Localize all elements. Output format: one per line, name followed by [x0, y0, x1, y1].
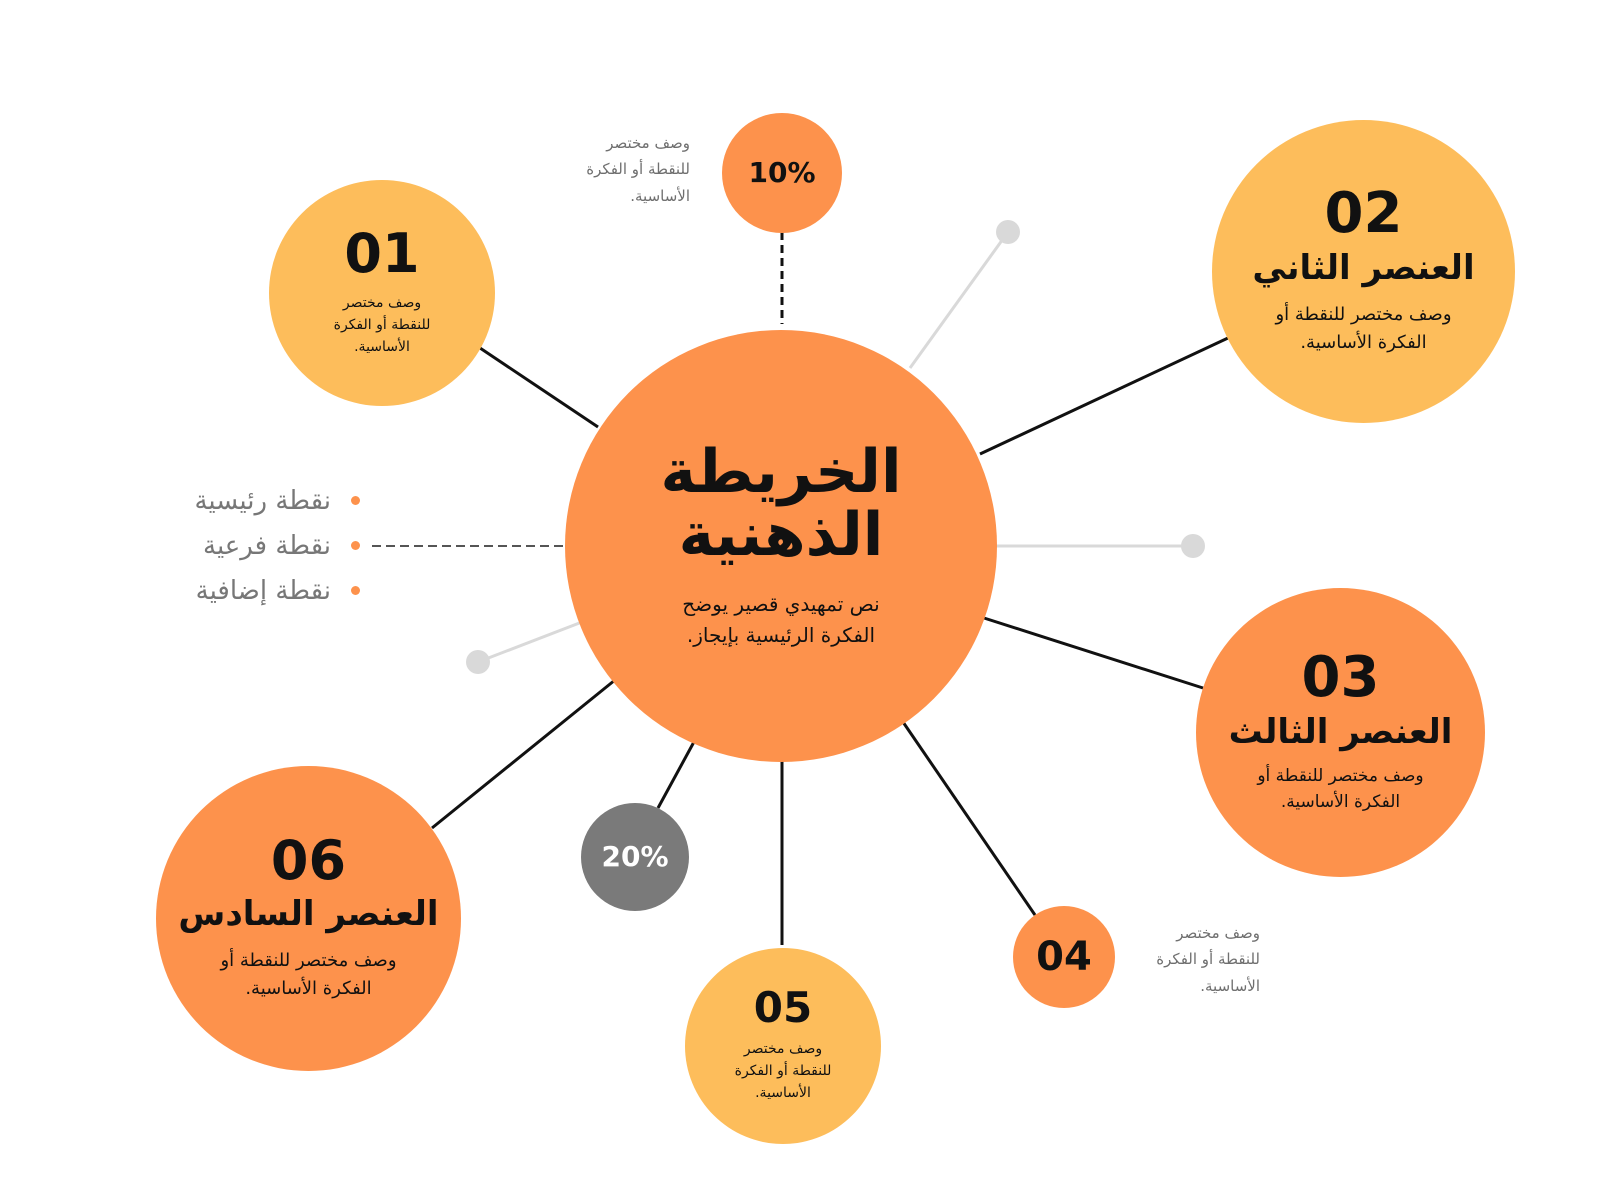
- node-05-desc-line1: وصف مختصر: [743, 1041, 823, 1058]
- node-04-desc-line3: الأساسية.: [1200, 976, 1260, 995]
- node-05-desc-line3: الأساسية.: [755, 1084, 811, 1101]
- node-04-number: 04: [1036, 934, 1092, 980]
- node-02-number: 02: [1324, 181, 1403, 247]
- connector-center-stat20: [658, 740, 695, 808]
- stat-10-side-desc: [540, 130, 690, 209]
- node-02-desc-line1: وصف مختصر للنقطة أو: [1275, 304, 1452, 325]
- connector-center-node03: [984, 618, 1203, 688]
- node-03-number: 03: [1301, 644, 1380, 710]
- node-05-number: 05: [753, 983, 813, 1033]
- legend-label-main: نقطة رئيسية: [194, 485, 331, 516]
- node-03: [1196, 588, 1485, 877]
- center-desc-line2: الفكرة الرئيسية بإيجاز.: [686, 623, 876, 647]
- node-01-desc-line2: للنقطة أو الفكرة: [333, 317, 431, 334]
- node-02-desc-line2: الفكرة الأساسية.: [1300, 331, 1427, 353]
- legend-item-extra: [120, 568, 360, 613]
- node-04-side-desc: [1110, 920, 1260, 999]
- legend-item-main: [120, 478, 360, 523]
- node-06-number: 06: [270, 829, 347, 893]
- node-03-title: العنصر الثالث: [1228, 711, 1453, 752]
- branch-upper-right: [910, 232, 1008, 368]
- legend-label-extra: نقطة إضافية: [195, 575, 331, 606]
- node-04-desc-line1: وصف مختصر: [1176, 924, 1260, 942]
- stat-20-circle: [581, 803, 689, 911]
- connector-center-node02: [980, 338, 1228, 454]
- node-06-title: العنصر السادس: [178, 894, 439, 935]
- node-01-desc-line3: الأساسية.: [354, 338, 410, 355]
- branch-dot-lower-left: [466, 650, 490, 674]
- stat-10-desc-line1: وصف مختصر: [606, 134, 690, 152]
- branch-dot-right: [1181, 534, 1205, 558]
- branch-dot-upper-right: [996, 220, 1020, 244]
- node-04-desc-line2: للنقطة أو الفكرة: [1156, 950, 1260, 969]
- stat-20-value: 20%: [601, 840, 669, 873]
- node-03-desc-line2: الفكرة الأساسية.: [1280, 791, 1401, 812]
- connector-center-node06: [432, 680, 615, 828]
- legend: [120, 478, 360, 613]
- connector-center-node01: [480, 348, 598, 427]
- node-02-title: العنصر الثاني: [1252, 248, 1475, 289]
- node-05-desc-line2: للنقطة أو الفكرة: [734, 1063, 832, 1080]
- node-01-desc-line1: وصف مختصر: [342, 295, 422, 312]
- center-topic-circle: [565, 330, 997, 762]
- stat-10-value: 10%: [748, 156, 816, 189]
- legend-bullet-icon: [351, 496, 360, 505]
- node-01-number: 01: [344, 222, 420, 286]
- node-05: [685, 948, 881, 1144]
- legend-bullet-icon: [351, 541, 360, 550]
- stat-10-circle: [722, 113, 842, 233]
- legend-label-sub: نقطة فرعية: [203, 530, 331, 561]
- center-desc-line1: نص تمهيدي قصير يوضح: [682, 592, 880, 616]
- legend-item-sub: [120, 523, 360, 568]
- node-06: [156, 766, 461, 1071]
- connector-center-node04: [903, 722, 1035, 915]
- node-03-desc-line1: وصف مختصر للنقطة أو: [1257, 765, 1424, 786]
- stat-10-desc-line2: للنقطة أو الفكرة: [586, 160, 690, 179]
- node-06-desc-line2: الفكرة الأساسية.: [245, 977, 372, 999]
- center-title-line1: الخريطة: [660, 437, 902, 507]
- node-01: [269, 180, 495, 406]
- node-04: [1013, 906, 1115, 1008]
- node-02: [1212, 120, 1515, 423]
- center-title-line2: الذهنية: [678, 500, 884, 570]
- node-06-desc-line1: وصف مختصر للنقطة أو: [220, 950, 397, 971]
- legend-bullet-icon: [351, 586, 360, 595]
- stat-10-desc-line3: الأساسية.: [630, 186, 690, 205]
- branch-lower-left: [478, 622, 582, 662]
